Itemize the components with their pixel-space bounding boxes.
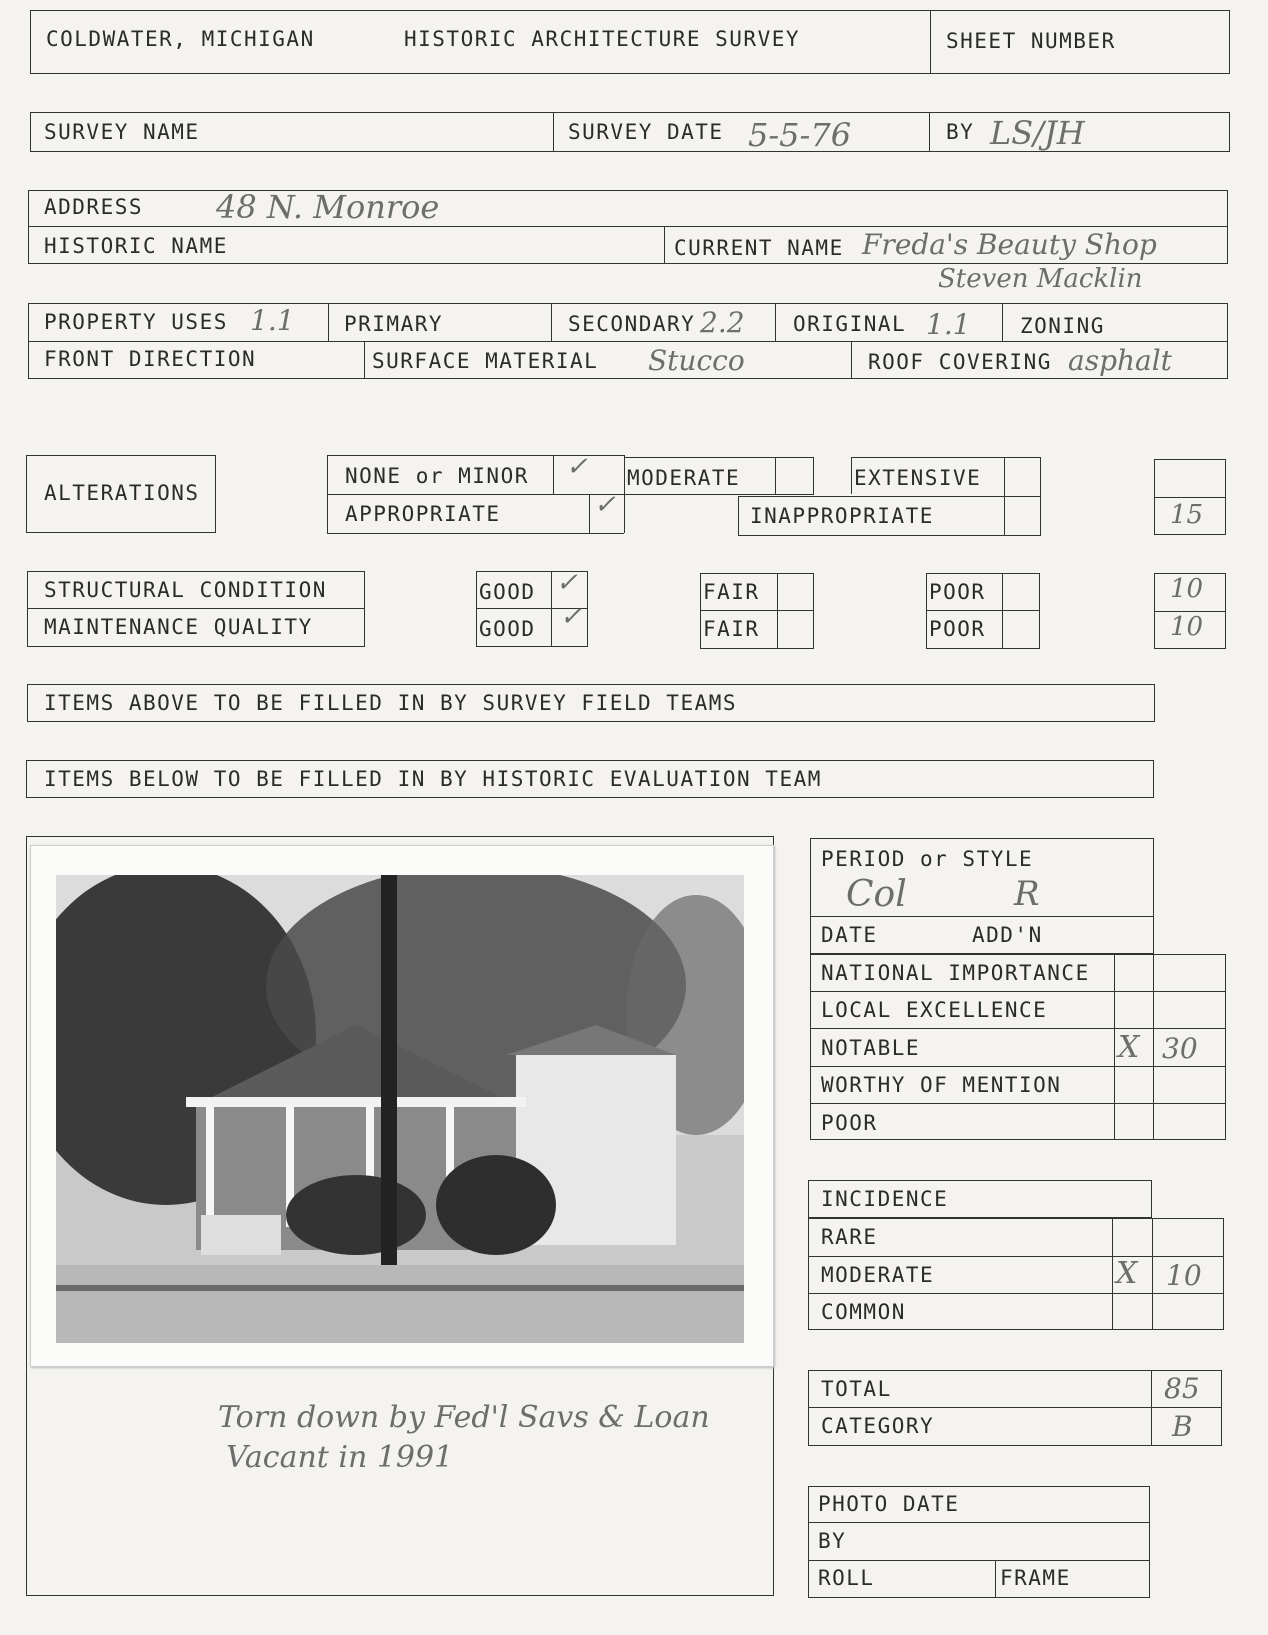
by-label: BY (946, 120, 975, 144)
city-label: COLDWATER, MICHIGAN (46, 27, 315, 51)
divider (1112, 1218, 1113, 1330)
moderate-label: MODERATE (627, 466, 741, 490)
category-label: CATEGORY (821, 1414, 935, 1438)
divider (327, 494, 624, 495)
rare-label: RARE (821, 1225, 878, 1249)
address-value[interactable]: 48 N. Monroe (216, 188, 440, 226)
divider (929, 112, 930, 152)
common-label: COMMON (821, 1300, 906, 1324)
current-name-value-2[interactable]: Steven Macklin (938, 264, 1143, 294)
note-line-2[interactable]: Vacant in 1991 (226, 1440, 454, 1475)
front-direction-label: FRONT DIRECTION (44, 347, 257, 371)
divider (1152, 1218, 1153, 1330)
photo-by-label: BY (818, 1529, 847, 1553)
sheet-number-label: SHEET NUMBER (946, 29, 1116, 53)
extensive-label: EXTENSIVE (854, 466, 982, 490)
divider (777, 573, 778, 649)
current-name-value[interactable]: Freda's Beauty Shop (862, 228, 1157, 261)
secondary-value[interactable]: 2.2 (700, 306, 745, 339)
divider (810, 991, 1226, 992)
divider (808, 1256, 1224, 1257)
roof-covering-label: ROOF COVERING (868, 350, 1052, 374)
surface-material-value[interactable]: Stucco (648, 344, 745, 377)
worthy-label: WORTHY OF MENTION (821, 1073, 1062, 1097)
zoning-label: ZONING (1020, 314, 1105, 338)
secondary-label: SECONDARY (568, 312, 696, 336)
original-label: ORIGINAL (793, 312, 907, 336)
divider (808, 1293, 1224, 1294)
moderate-incidence-score[interactable]: 10 (1166, 1259, 1202, 1292)
note-below: ITEMS BELOW TO BE FILLED IN BY HISTORIC EVALUATION TEAM (44, 767, 822, 791)
good-label-1: GOOD (479, 580, 536, 604)
fair-label-1: FAIR (703, 580, 760, 604)
maintenance-score[interactable]: 10 (1170, 612, 1204, 642)
photo-date-label: PHOTO DATE (818, 1492, 960, 1516)
divider (810, 1028, 1226, 1029)
survey-date-label: SURVEY DATE (568, 120, 724, 144)
category-value[interactable]: B (1172, 1410, 1193, 1443)
divider (813, 457, 814, 494)
poor-label-1: POOR (929, 580, 986, 604)
note-above: ITEMS ABOVE TO BE FILLED IN BY SURVEY FIELD TEAMS (44, 691, 738, 715)
address-label: ADDRESS (44, 195, 144, 219)
divider (328, 303, 329, 341)
divider (551, 303, 552, 341)
divider (775, 457, 776, 494)
divider (995, 1560, 996, 1598)
eval-poor-label: POOR (821, 1111, 878, 1135)
divider (28, 226, 1228, 227)
divider (1153, 954, 1154, 1140)
structural-label: STRUCTURAL CONDITION (44, 578, 327, 602)
divider (1002, 573, 1003, 649)
poor-label-2: POOR (929, 617, 986, 641)
divider (664, 226, 665, 264)
divider (624, 457, 814, 458)
divider (930, 10, 931, 74)
moderate-incidence-mark[interactable]: X (1116, 1256, 1138, 1291)
divider (738, 496, 739, 535)
frame-label: FRAME (1000, 1566, 1071, 1590)
divider (851, 341, 852, 379)
primary-label: PRIMARY (344, 312, 444, 336)
national-label: NATIONAL IMPORTANCE (821, 961, 1090, 985)
house-photo-image (56, 875, 744, 1343)
divider (810, 916, 1154, 917)
divider (589, 494, 590, 533)
incidence-label: INCIDENCE (821, 1187, 949, 1211)
appropriate-check[interactable]: ✓ (594, 490, 616, 520)
divider (27, 608, 365, 609)
property-uses-label: PROPERTY USES (44, 310, 228, 334)
divider (926, 610, 1040, 611)
divider (808, 1522, 1150, 1523)
local-label: LOCAL EXCELLENCE (821, 998, 1048, 1022)
survey-date-value[interactable]: 5-5-76 (748, 116, 852, 154)
total-label: TOTAL (821, 1377, 892, 1401)
date-label: DATE (821, 923, 878, 947)
divider (775, 303, 776, 341)
divider (1004, 457, 1005, 535)
divider (808, 1407, 1222, 1408)
period-label: PERIOD or STYLE (821, 847, 1034, 871)
current-name-label: CURRENT NAME (674, 236, 844, 260)
house-photo (56, 875, 744, 1343)
roof-covering-value[interactable]: asphalt (1068, 344, 1172, 377)
property-uses-value[interactable]: 1.1 (250, 304, 295, 337)
notable-mark[interactable]: X (1118, 1030, 1140, 1065)
divider (1002, 303, 1003, 341)
divider (1151, 1370, 1152, 1446)
moderate-incidence-label: MODERATE (821, 1263, 935, 1287)
alterations-label: ALTERATIONS (44, 481, 200, 505)
divider (851, 457, 852, 494)
divider (810, 1103, 1226, 1104)
fair-label-2: FAIR (703, 617, 760, 641)
divider (851, 457, 1041, 458)
survey-name-label: SURVEY NAME (44, 120, 200, 144)
period-value-2[interactable]: R (1014, 874, 1040, 914)
divider (364, 341, 365, 379)
original-value[interactable]: 1.1 (926, 308, 971, 341)
divider (327, 455, 328, 533)
divider (808, 1560, 1150, 1561)
divider (624, 494, 814, 495)
surface-material-label: SURFACE MATERIAL (372, 349, 599, 373)
divider (553, 455, 554, 494)
total-value[interactable]: 85 (1164, 1372, 1200, 1405)
notable-label: NOTABLE (821, 1036, 921, 1060)
note-line-1[interactable]: Torn down by Fed'l Savs & Loan (218, 1400, 710, 1435)
divider (700, 610, 814, 611)
alterations-score[interactable]: 15 (1170, 500, 1204, 530)
structural-score[interactable]: 10 (1170, 574, 1204, 604)
divider (551, 571, 552, 647)
by-value[interactable]: LS/JH (990, 114, 1085, 152)
divider (327, 533, 624, 534)
inappropriate-label: INAPPROPRIATE (750, 504, 934, 528)
divider (1040, 457, 1041, 535)
divider (1114, 954, 1115, 1140)
structural-good-check[interactable]: ✓ (556, 568, 578, 598)
roll-label: ROLL (818, 1566, 875, 1590)
addn-label: ADD'N (972, 923, 1043, 947)
period-value[interactable]: Col (846, 874, 907, 915)
notable-score[interactable]: 30 (1162, 1032, 1198, 1065)
historic-name-label: HISTORIC NAME (44, 234, 228, 258)
maintenance-label: MAINTENANCE QUALITY (44, 615, 313, 639)
divider (738, 496, 1041, 497)
none-minor-check[interactable]: ✓ (566, 452, 588, 482)
divider (738, 535, 1041, 536)
none-minor-label: NONE or MINOR (345, 464, 529, 488)
appropriate-label: APPROPRIATE (345, 502, 501, 526)
survey-title: HISTORIC ARCHITECTURE SURVEY (404, 27, 801, 51)
divider (1154, 497, 1226, 498)
divider (810, 1066, 1226, 1067)
maintenance-good-check[interactable]: ✓ (560, 602, 582, 632)
divider (553, 112, 554, 152)
good-label-2: GOOD (479, 617, 536, 641)
divider (28, 341, 1228, 342)
